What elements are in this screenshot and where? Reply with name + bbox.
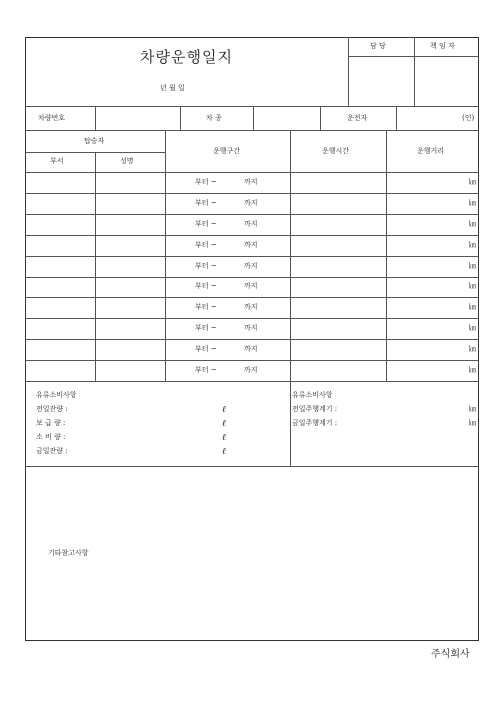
- department-cell[interactable]: [26, 257, 95, 276]
- distance-cell[interactable]: [387, 215, 478, 234]
- table-row: [25, 318, 479, 339]
- route-to-text: 까지: [244, 324, 258, 332]
- route-cell[interactable]: [166, 194, 290, 213]
- department-cell[interactable]: [26, 361, 95, 380]
- route-cell[interactable]: [166, 361, 290, 380]
- odometer-today-unit: ㎞: [469, 419, 476, 427]
- vehicle-type-label: 차 종: [206, 114, 222, 122]
- name-cell[interactable]: [96, 194, 165, 213]
- table-row: [25, 360, 479, 381]
- name-cell[interactable]: [96, 215, 165, 234]
- route-cell[interactable]: [166, 298, 290, 317]
- table-row: [25, 214, 479, 235]
- passenger-header: 탑승자: [84, 137, 105, 145]
- table-row: [25, 297, 479, 318]
- route-cell[interactable]: [166, 278, 290, 296]
- distance-cell[interactable]: [387, 257, 478, 276]
- distance-unit: ㎞: [469, 366, 476, 374]
- notes-area[interactable]: [26, 467, 478, 640]
- department-header: 부서: [50, 157, 64, 165]
- name-cell[interactable]: [96, 278, 165, 296]
- odometer-heading: 유류소비사항: [292, 391, 333, 399]
- date-line: 년 월 일: [160, 84, 185, 92]
- table-row: [25, 172, 479, 193]
- distance-cell[interactable]: [387, 340, 478, 359]
- fuel-supply-unit: ℓ: [222, 419, 226, 429]
- route-cell[interactable]: [166, 215, 290, 234]
- distance-unit: ㎞: [469, 345, 476, 353]
- time-cell[interactable]: [291, 278, 386, 296]
- fuel-supply-label: 보 급 량 :: [36, 419, 66, 427]
- distance-cell[interactable]: [387, 278, 478, 296]
- table-bottom-line: [25, 381, 479, 382]
- route-to-text: 까지: [244, 366, 258, 374]
- approval-manager-sign-box[interactable]: [349, 57, 413, 105]
- route-from-text: 부터 ~: [195, 220, 217, 228]
- distance-cell[interactable]: [387, 236, 478, 255]
- fuel-prev-remain-unit: ℓ: [222, 405, 226, 415]
- distance-cell[interactable]: [387, 194, 478, 213]
- route-from-text: 부터 ~: [195, 324, 217, 332]
- time-cell[interactable]: [291, 298, 386, 317]
- name-cell[interactable]: [96, 257, 165, 276]
- company-name: 주식회사: [431, 649, 470, 660]
- route-to-text: 까지: [244, 262, 258, 270]
- route-from-text: 부터 ~: [195, 178, 217, 186]
- distance-cell[interactable]: [387, 298, 478, 317]
- route-from-text: 부터 ~: [195, 262, 217, 270]
- odometer-today-label: 금일주행계기 :: [292, 419, 338, 427]
- route-to-text: 까지: [244, 303, 258, 311]
- time-cell[interactable]: [291, 340, 386, 359]
- table-row: [25, 235, 479, 256]
- driver-seal: (인): [462, 114, 475, 122]
- route-to-text: 까지: [244, 282, 258, 290]
- distance-cell[interactable]: [387, 173, 478, 192]
- vehicle-row-div-4: [320, 106, 321, 130]
- distance-cell[interactable]: [387, 361, 478, 380]
- table-row: [25, 339, 479, 360]
- notes-label: 기타참고사항: [48, 549, 89, 557]
- time-cell[interactable]: [291, 361, 386, 380]
- vehicle-number-field[interactable]: [96, 107, 179, 129]
- fuel-today-remain-unit: ℓ: [222, 447, 226, 457]
- name-header: 성명: [120, 157, 134, 165]
- distance-unit: ㎞: [469, 178, 476, 186]
- fuel-heading: 유류소비사항: [36, 391, 77, 399]
- vehicle-type-field[interactable]: [254, 107, 319, 129]
- driver-field[interactable]: [397, 107, 447, 129]
- route-to-text: 까지: [244, 241, 258, 249]
- distance-unit: ㎞: [469, 282, 476, 290]
- route-from-text: 부터 ~: [195, 303, 217, 311]
- department-cell[interactable]: [26, 215, 95, 234]
- distance-unit: ㎞: [469, 220, 476, 228]
- route-cell[interactable]: [166, 257, 290, 276]
- route-to-text: 까지: [244, 199, 258, 207]
- department-cell[interactable]: [26, 298, 95, 317]
- department-cell[interactable]: [26, 319, 95, 338]
- vehicle-number-label: 차량번호: [38, 114, 66, 122]
- vehicle-row-bottom: [25, 130, 479, 131]
- fuel-consumed-label: 소 비 량 :: [36, 433, 66, 441]
- name-cell[interactable]: [96, 319, 165, 338]
- route-from-text: 부터 ~: [195, 199, 217, 207]
- department-cell[interactable]: [26, 340, 95, 359]
- time-cell[interactable]: [291, 236, 386, 255]
- route-cell[interactable]: [166, 340, 290, 359]
- route-cell[interactable]: [166, 236, 290, 255]
- time-header: 운행시간: [322, 147, 350, 155]
- name-cell[interactable]: [96, 236, 165, 255]
- route-cell[interactable]: [166, 319, 290, 338]
- page-title: 차량운행일지: [140, 48, 233, 66]
- route-from-text: 부터 ~: [195, 366, 217, 374]
- time-cell[interactable]: [291, 215, 386, 234]
- time-cell[interactable]: [291, 194, 386, 213]
- table-row: [25, 277, 479, 297]
- route-header: 운행구간: [213, 147, 241, 155]
- time-cell[interactable]: [291, 173, 386, 192]
- distance-unit: ㎞: [469, 241, 476, 249]
- route-to-text: 까지: [244, 178, 258, 186]
- department-cell[interactable]: [26, 173, 95, 192]
- department-cell[interactable]: [26, 194, 95, 213]
- route-cell[interactable]: [166, 173, 290, 192]
- odometer-prev-unit: ㎞: [469, 405, 476, 413]
- odometer-prev-label: 전일주행계기 :: [292, 405, 338, 413]
- time-cell[interactable]: [291, 257, 386, 276]
- distance-unit: ㎞: [469, 262, 476, 270]
- route-to-text: 까지: [244, 220, 258, 228]
- table-row: [25, 193, 479, 214]
- department-cell[interactable]: [26, 278, 95, 296]
- route-to-text: 까지: [244, 345, 258, 353]
- approval-responsible-sign-box[interactable]: [415, 57, 478, 105]
- name-cell[interactable]: [96, 361, 165, 380]
- route-from-text: 부터 ~: [195, 345, 217, 353]
- distance-cell[interactable]: [387, 319, 478, 338]
- department-cell[interactable]: [26, 236, 95, 255]
- name-cell[interactable]: [96, 173, 165, 192]
- driver-label: 운전자: [347, 114, 368, 122]
- distance-unit: ㎞: [469, 303, 476, 311]
- fuel-today-remain-label: 금일잔량 :: [36, 447, 68, 455]
- approval-responsible-label: 책 임 자: [430, 42, 455, 50]
- vehicle-row-div-2: [180, 106, 181, 130]
- fuel-consumed-unit: ℓ: [222, 433, 226, 443]
- approval-manager-label: 담 당: [370, 42, 386, 50]
- table-row: [25, 256, 479, 277]
- route-from-text: 부터 ~: [195, 282, 217, 290]
- distance-unit: ㎞: [469, 324, 476, 332]
- fuel-prev-remain-label: 전일잔량 :: [36, 405, 68, 413]
- distance-unit: ㎞: [469, 199, 476, 207]
- name-cell[interactable]: [96, 298, 165, 317]
- route-from-text: 부터 ~: [195, 241, 217, 249]
- name-cell[interactable]: [96, 340, 165, 359]
- distance-header: 운행거리: [417, 147, 445, 155]
- time-cell[interactable]: [291, 319, 386, 338]
